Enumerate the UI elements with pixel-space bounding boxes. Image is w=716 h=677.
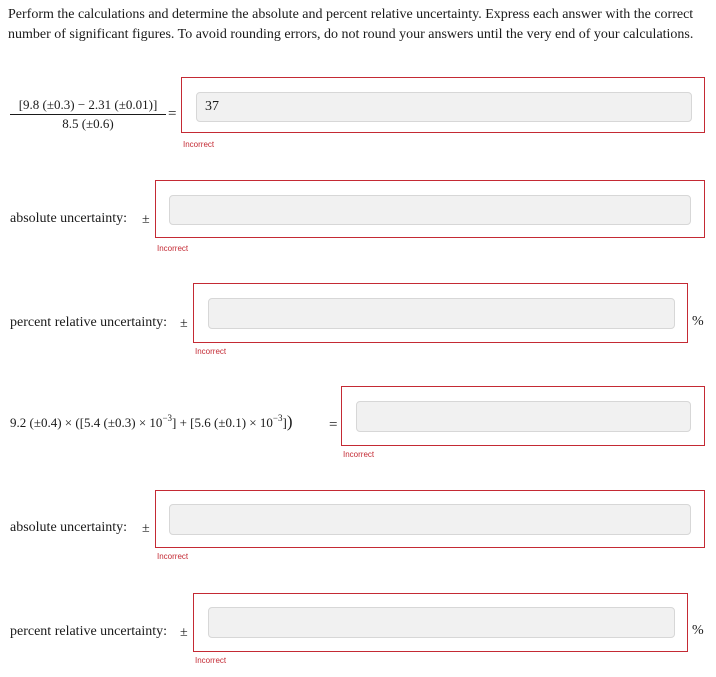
answer-input[interactable] — [356, 401, 691, 432]
product-expression — [10, 412, 292, 432]
expression-part: ) — [286, 412, 293, 431]
answer-input[interactable] — [196, 92, 692, 122]
expression-part: ] — [282, 415, 287, 430]
expression-part: ] + [5.6 (±0.1) × 10 — [172, 415, 273, 430]
absolute-uncertainty-label: absolute uncertainty: — [10, 211, 128, 226]
answer-box — [341, 386, 705, 446]
plus-minus-symbol: ± — [142, 212, 150, 227]
instructions: Perform the calculations and determine the absolute and percent relative uncertainty. Express each answer with the correct number of significant figures. To avoid rounding errors, do not round your answers until the very end of your calculations. — [8, 7, 694, 42]
answer-box — [181, 77, 705, 133]
status-incorrect: Incorrect — [195, 347, 227, 356]
percent-uncertainty-box — [193, 593, 688, 652]
percent-uncertainty-label: percent relative uncertainty: — [10, 315, 168, 330]
status-incorrect: Incorrect — [183, 140, 215, 149]
status-incorrect: Incorrect — [195, 656, 227, 665]
percent-unit: % — [692, 314, 704, 329]
percent-uncertainty-label: percent relative uncertainty: — [10, 624, 168, 639]
expression-part: 9.2 (±0.4) × ( — [10, 415, 80, 430]
equals-sign: = — [168, 106, 177, 122]
status-incorrect: Incorrect — [157, 552, 189, 561]
percent-uncertainty-input[interactable] — [208, 607, 675, 638]
status-incorrect: Incorrect — [157, 244, 189, 253]
status-incorrect: Incorrect — [343, 450, 375, 459]
fraction-numerator: [9.8 (±0.3) − 2.31 (±0.01)] — [10, 97, 166, 115]
plus-minus-symbol: ± — [142, 521, 150, 536]
percent-uncertainty-box — [193, 283, 688, 343]
fraction-denominator: 8.5 (±0.6) — [62, 116, 114, 131]
plus-minus-symbol: ± — [180, 316, 188, 331]
expression-part: [5.4 (±0.3) × 10 — [79, 415, 163, 430]
equals-sign: = — [329, 417, 338, 433]
percent-unit: % — [692, 623, 704, 638]
plus-minus-symbol: ± — [180, 625, 188, 640]
fraction-expression — [10, 97, 166, 132]
exponent: −3 — [162, 413, 173, 423]
absolute-uncertainty-box — [155, 180, 705, 238]
exponent: −3 — [272, 413, 283, 423]
absolute-uncertainty-input[interactable] — [169, 504, 691, 535]
absolute-uncertainty-box — [155, 490, 705, 548]
absolute-uncertainty-input[interactable] — [169, 195, 691, 225]
percent-uncertainty-input[interactable] — [208, 298, 675, 329]
absolute-uncertainty-label: absolute uncertainty: — [10, 520, 128, 535]
